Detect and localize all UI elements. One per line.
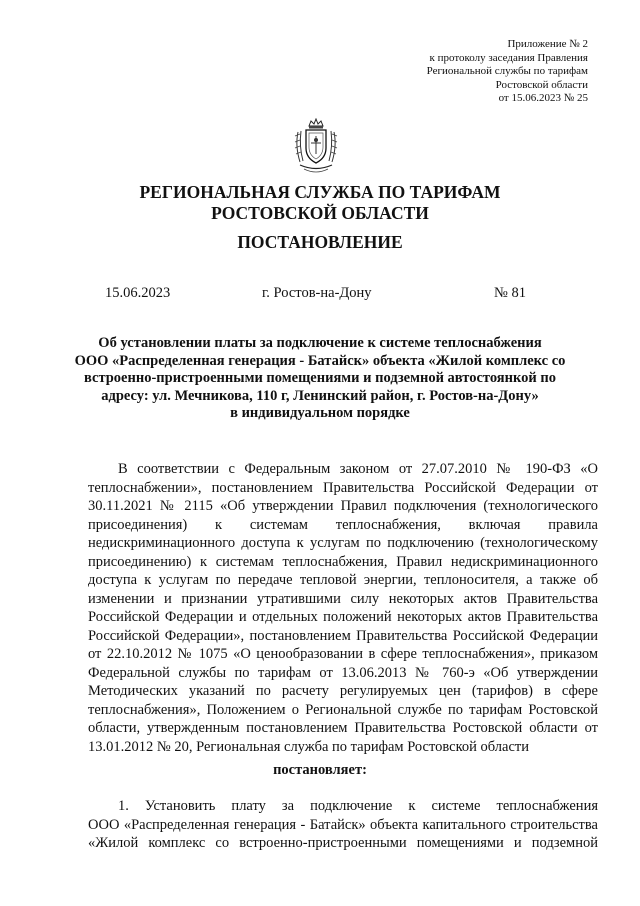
preamble-line: доступа к услугам по передаче тепловой энергии, теплоносителя, а также об [88,572,598,588]
preamble-line: изменении и признании утратившими силу некоторых актов Правительства [88,590,598,607]
title-line: в индивидуальном порядке [230,405,410,421]
resolves-heading: постановляет: [273,762,367,778]
title-line: встроенно-пристроенными помещениями и подземной автостоянкой по [84,370,556,386]
resolution-item-1 [88,797,598,853]
item-line: ООО «Распределенная генерация - Батайск» объекта капитального строительства [88,816,598,833]
preamble-line: недискриминационного доступа к услугам по подключению (технологическому [88,535,598,551]
coat-of-arms-icon [292,118,340,176]
preamble-paragraph [88,460,598,756]
preamble-line: области, утвержденным постановлением Правительства Ростовской области от [88,720,598,736]
preamble-line: В соответствии с Федеральным законом от 27.07.2010 № 190-ФЗ «О [118,461,598,477]
title-line: ООО «Распределенная генерация - Батайск» объекта «Жилой комплекс со [74,352,566,369]
preamble-line: теплоснабжения», Положением о Региональной службе по тарифам Ростовской [88,701,598,718]
title-line: Об установлении платы за подключение к системе теплоснабжения [98,335,542,351]
agency-name-line: РОСТОВСКОЙ ОБЛАСТИ [211,203,429,223]
title-line: адресу: ул. Мечникова, 110 г, Ленинский район, г. Ростов-на-Дону» [101,387,539,404]
document-type: ПОСТАНОВЛЕНИЕ [237,232,403,252]
item-line: «Жилой комплекс со встроенно-пристроенными помещениями и подземной [88,835,598,851]
preamble-line: 13.01.2012 № 20, Региональная служба по тарифам Ростовской области [88,738,529,755]
preamble-line: теплоснабжении», постановлением Правительства Российской Федерации от [88,479,598,496]
document-number: № 81 [494,285,526,301]
appendix-line: к протоколу заседания Правления [429,51,588,64]
appendix-line: от 15.06.2023 № 25 [498,92,588,104]
appendix-line: Ростовской области [495,78,588,91]
preamble-line: присоединения) к системам теплоснабжения, включая правила [88,516,598,533]
agency-name-line: РЕГИОНАЛЬНАЯ СЛУЖБА ПО ТАРИФАМ [139,182,501,202]
document-title [60,335,580,423]
document-date: 15.06.2023 [105,285,171,301]
appendix-line: Региональной службы по тарифам [426,65,588,77]
preamble-line: Российской Федерации и отдельных положений некоторых актов Правительства [88,609,598,625]
preamble-line: присоединению) к системам теплоснабжения, Правил недискриминационного [88,553,598,570]
item-line: 1. Установить плату за подключение к системе теплоснабжения [118,798,598,814]
preamble-line: от 22.10.2012 № 1075 «О ценообразовании в сфере теплоснабжения», приказом [88,646,598,662]
preamble-line: Российской Федерации», постановлением Правительства Российской Федерации [88,627,598,644]
preamble-line: 30.11.2021 № 2115 «Об утверждении Правил подключения (технологического [88,498,598,514]
preamble-line: Федеральной службы по тарифам от 13.06.2013 № 760-э «Об утверждении [88,664,598,681]
preamble-line: Методических указаний по расчету регулируемых цен (тарифов) в сфере [88,683,598,699]
agency-name [0,182,640,224]
appendix-note [427,38,588,106]
appendix-line: Приложение № 2 [507,38,588,50]
document-city: г. Ростов-на-Дону [262,285,372,301]
